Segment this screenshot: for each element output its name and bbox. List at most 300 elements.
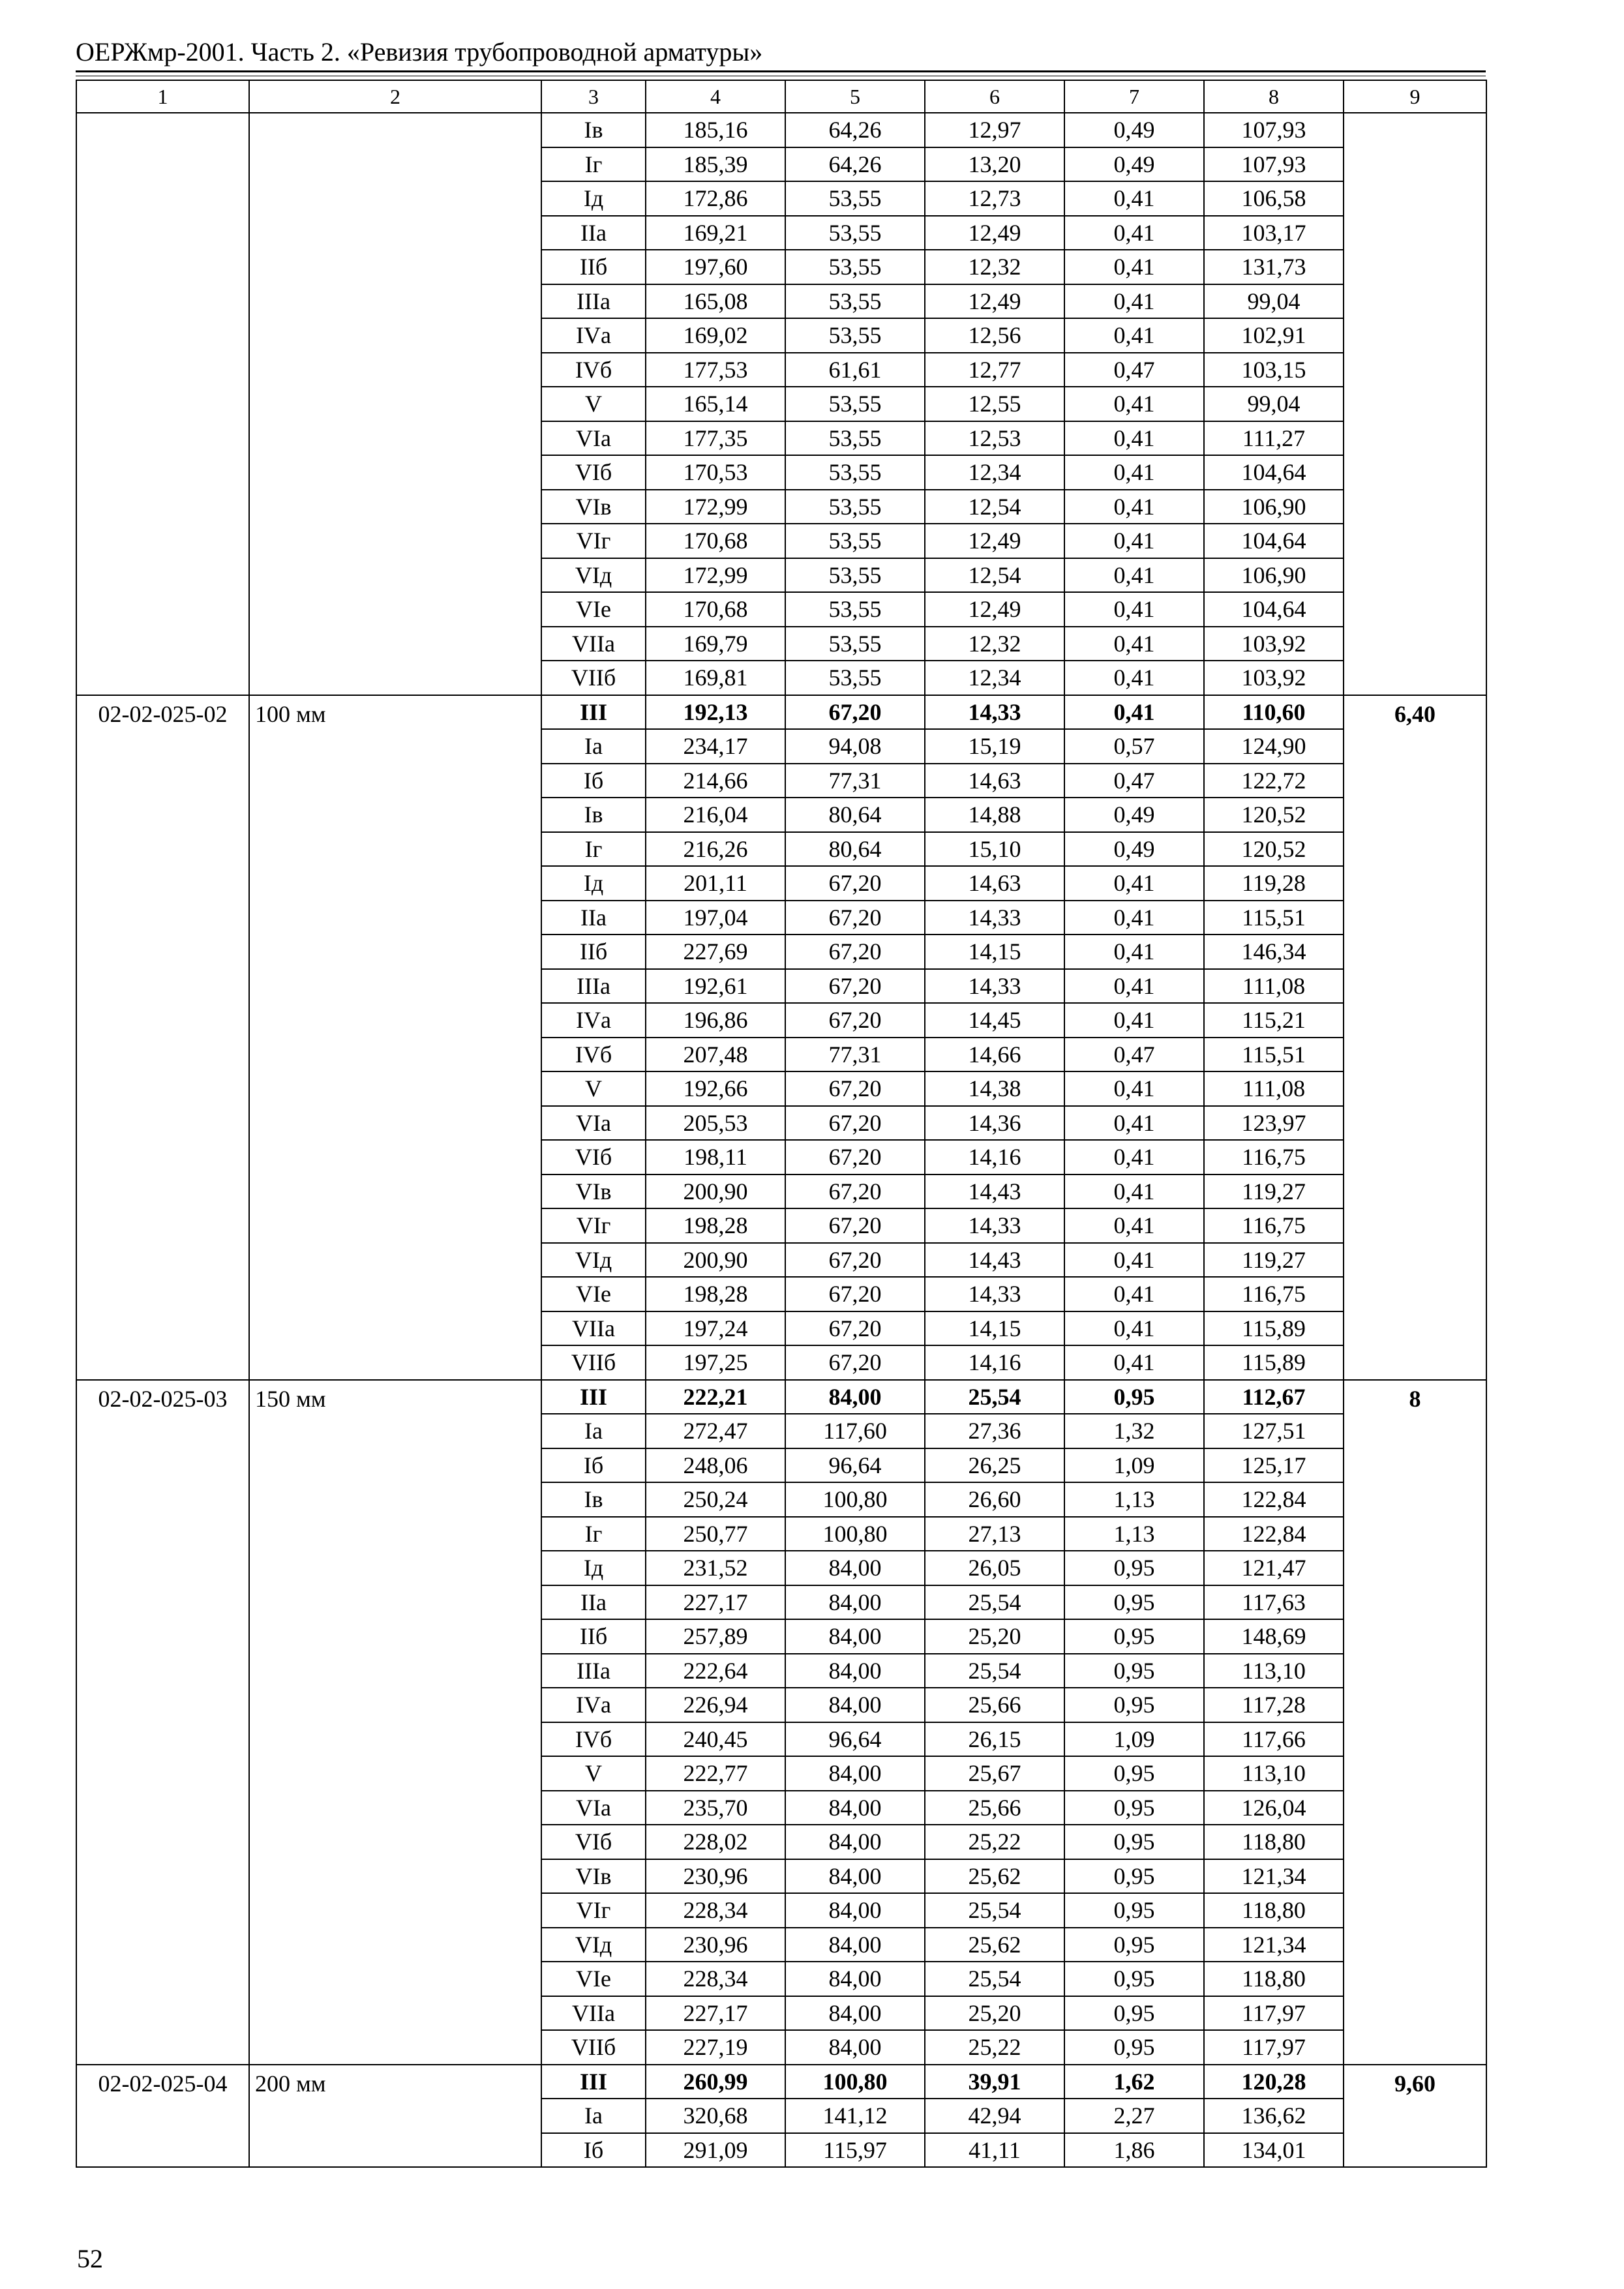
value-cell-col8: 122,84	[1204, 1482, 1344, 1517]
value-cell-col6: 25,20	[925, 1619, 1064, 1654]
value-cell-col4: 230,96	[646, 1859, 785, 1894]
value-cell-col6: 14,15	[925, 1311, 1064, 1346]
zone-cell: VIв	[541, 1859, 646, 1894]
value-cell-col7: 0,49	[1064, 113, 1204, 147]
column-number-9: 9	[1344, 80, 1486, 113]
value-cell-col4: 197,60	[646, 250, 785, 284]
table-row	[76, 113, 1486, 147]
value-cell-col5: 53,55	[785, 250, 925, 284]
value-cell-col6: 12,77	[925, 353, 1064, 387]
col9-value-cell	[1344, 113, 1486, 695]
value-cell-col7: 0,95	[1064, 1893, 1204, 1928]
value-cell-col8: 136,62	[1204, 2099, 1344, 2133]
page-number: 52	[77, 2244, 103, 2273]
value-cell-col6: 12,32	[925, 250, 1064, 284]
value-cell-col4: 169,02	[646, 318, 785, 353]
value-cell-col8: 119,28	[1204, 866, 1344, 901]
value-cell-col8: 111,08	[1204, 1071, 1344, 1106]
value-cell-col5: 64,26	[785, 147, 925, 182]
table-row	[76, 695, 1486, 730]
zone-cell: IIIа	[541, 284, 646, 319]
value-cell-col7: 0,41	[1064, 490, 1204, 524]
rates-table	[76, 80, 1487, 2168]
value-cell-col8: 112,67	[1204, 1380, 1344, 1414]
zone-cell: VIа	[541, 1106, 646, 1141]
value-cell-col5: 84,00	[785, 1688, 925, 1722]
value-cell-col7: 0,41	[1064, 661, 1204, 695]
value-cell-col5: 84,00	[785, 1585, 925, 1620]
value-cell-col7: 0,95	[1064, 1996, 1204, 2031]
value-cell-col8: 124,90	[1204, 729, 1344, 764]
value-cell-col5: 67,20	[785, 1174, 925, 1209]
value-cell-col7: 0,95	[1064, 1756, 1204, 1791]
value-cell-col5: 67,20	[785, 1208, 925, 1243]
value-cell-col5: 84,00	[785, 1859, 925, 1894]
value-cell-col5: 141,12	[785, 2099, 925, 2133]
value-cell-col4: 250,77	[646, 1517, 785, 1551]
value-cell-col5: 53,55	[785, 284, 925, 319]
value-cell-col7: 0,95	[1064, 1380, 1204, 1414]
value-cell-col8: 148,69	[1204, 1619, 1344, 1654]
value-cell-col4: 222,64	[646, 1654, 785, 1688]
value-cell-col8: 123,97	[1204, 1106, 1344, 1141]
zone-cell: Iв	[541, 1482, 646, 1517]
value-cell-col6: 14,45	[925, 1003, 1064, 1038]
value-cell-col7: 0,95	[1064, 1688, 1204, 1722]
item-code-cell: 02-02-025-02	[76, 695, 249, 1380]
value-cell-col5: 64,26	[785, 113, 925, 147]
value-cell-col5: 100,80	[785, 1517, 925, 1551]
value-cell-col4: 248,06	[646, 1448, 785, 1483]
value-cell-col8: 146,34	[1204, 935, 1344, 969]
value-cell-col7: 0,95	[1064, 1585, 1204, 1620]
value-cell-col5: 53,55	[785, 387, 925, 421]
value-cell-col6: 14,88	[925, 798, 1064, 832]
zone-cell: IIIа	[541, 1654, 646, 1688]
value-cell-col4: 172,99	[646, 558, 785, 593]
value-cell-col7: 0,41	[1064, 318, 1204, 353]
value-cell-col6: 12,53	[925, 421, 1064, 456]
col9-value-cell: 6,40	[1344, 695, 1486, 1380]
zone-cell: IIб	[541, 250, 646, 284]
value-cell-col4: 169,79	[646, 627, 785, 661]
value-cell-col4: 192,61	[646, 969, 785, 1004]
value-cell-col8: 110,60	[1204, 695, 1344, 730]
value-cell-col5: 84,00	[785, 1756, 925, 1791]
value-cell-col5: 67,20	[785, 1243, 925, 1278]
value-cell-col8: 116,75	[1204, 1140, 1344, 1174]
column-number-6: 6	[925, 80, 1064, 113]
value-cell-col7: 1,09	[1064, 1448, 1204, 1483]
value-cell-col8: 120,52	[1204, 798, 1344, 832]
value-cell-col5: 84,00	[785, 1619, 925, 1654]
value-cell-col4: 291,09	[646, 2133, 785, 2168]
value-cell-col7: 0,41	[1064, 455, 1204, 490]
value-cell-col5: 53,55	[785, 318, 925, 353]
zone-cell: Iв	[541, 113, 646, 147]
value-cell-col5: 84,00	[785, 2030, 925, 2065]
value-cell-col8: 122,84	[1204, 1517, 1344, 1551]
value-cell-col5: 53,55	[785, 216, 925, 250]
value-cell-col6: 12,55	[925, 387, 1064, 421]
value-cell-col8: 116,75	[1204, 1277, 1344, 1311]
value-cell-col6: 14,33	[925, 969, 1064, 1004]
value-cell-col8: 117,66	[1204, 1722, 1344, 1757]
value-cell-col7: 0,95	[1064, 1791, 1204, 1825]
value-cell-col4: 201,11	[646, 866, 785, 901]
value-cell-col7: 0,41	[1064, 1243, 1204, 1278]
zone-cell: Iб	[541, 1448, 646, 1483]
value-cell-col6: 26,60	[925, 1482, 1064, 1517]
value-cell-col6: 14,16	[925, 1345, 1064, 1380]
zone-cell: IIа	[541, 216, 646, 250]
value-cell-col4: 170,53	[646, 455, 785, 490]
value-cell-col7: 0,95	[1064, 1619, 1204, 1654]
value-cell-col8: 103,15	[1204, 353, 1344, 387]
zone-cell: VIIа	[541, 1996, 646, 2031]
value-cell-col4: 320,68	[646, 2099, 785, 2133]
value-cell-col4: 165,14	[646, 387, 785, 421]
value-cell-col6: 12,73	[925, 181, 1064, 216]
value-cell-col6: 14,16	[925, 1140, 1064, 1174]
value-cell-col8: 103,17	[1204, 216, 1344, 250]
value-cell-col7: 0,41	[1064, 524, 1204, 558]
value-cell-col6: 25,54	[925, 1893, 1064, 1928]
value-cell-col8: 106,58	[1204, 181, 1344, 216]
zone-cell: VIд	[541, 1243, 646, 1278]
value-cell-col7: 1,13	[1064, 1482, 1204, 1517]
zone-cell: IVб	[541, 1038, 646, 1072]
value-cell-col4: 170,68	[646, 592, 785, 627]
value-cell-col8: 118,80	[1204, 1825, 1344, 1859]
value-cell-col5: 67,20	[785, 1277, 925, 1311]
value-cell-col6: 12,54	[925, 558, 1064, 593]
value-cell-col5: 96,64	[785, 1448, 925, 1483]
value-cell-col5: 77,31	[785, 764, 925, 798]
zone-cell: Iг	[541, 147, 646, 182]
zone-cell: III	[541, 2065, 646, 2099]
value-cell-col5: 67,20	[785, 1140, 925, 1174]
page-header-title: ОЕРЖмр-2001. Часть 2. «Ревизия трубопроводной арматуры»	[76, 37, 763, 67]
value-cell-col5: 67,20	[785, 935, 925, 969]
value-cell-col5: 84,00	[785, 1791, 925, 1825]
value-cell-col7: 0,41	[1064, 1003, 1204, 1038]
value-cell-col7: 0,41	[1064, 284, 1204, 319]
value-cell-col6: 39,91	[925, 2065, 1064, 2099]
value-cell-col5: 53,55	[785, 421, 925, 456]
value-cell-col5: 84,00	[785, 1962, 925, 1996]
value-cell-col4: 165,08	[646, 284, 785, 319]
zone-cell: VIа	[541, 421, 646, 456]
value-cell-col7: 1,32	[1064, 1414, 1204, 1448]
value-cell-col6: 12,32	[925, 627, 1064, 661]
value-cell-col8: 118,80	[1204, 1962, 1344, 1996]
value-cell-col6: 25,67	[925, 1756, 1064, 1791]
zone-cell: VIг	[541, 1208, 646, 1243]
value-cell-col6: 12,49	[925, 284, 1064, 319]
value-cell-col7: 0,95	[1064, 2030, 1204, 2065]
value-cell-col6: 14,63	[925, 764, 1064, 798]
value-cell-col8: 125,17	[1204, 1448, 1344, 1483]
value-cell-col7: 0,95	[1064, 1859, 1204, 1894]
value-cell-col4: 257,89	[646, 1619, 785, 1654]
value-cell-col4: 198,28	[646, 1277, 785, 1311]
value-cell-col5: 67,20	[785, 695, 925, 730]
value-cell-col8: 121,34	[1204, 1859, 1344, 1894]
value-cell-col7: 0,41	[1064, 1277, 1204, 1311]
col9-value-cell: 9,60	[1344, 2065, 1486, 2168]
value-cell-col7: 0,49	[1064, 798, 1204, 832]
value-cell-col5: 53,55	[785, 455, 925, 490]
value-cell-col4: 231,52	[646, 1551, 785, 1585]
value-cell-col4: 192,13	[646, 695, 785, 730]
value-cell-col7: 0,41	[1064, 901, 1204, 935]
value-cell-col6: 26,05	[925, 1551, 1064, 1585]
value-cell-col6: 25,54	[925, 1585, 1064, 1620]
value-cell-col4: 227,17	[646, 1585, 785, 1620]
zone-cell: Iд	[541, 866, 646, 901]
value-cell-col8: 107,93	[1204, 113, 1344, 147]
value-cell-col4: 227,69	[646, 935, 785, 969]
zone-cell: IIб	[541, 935, 646, 969]
value-cell-col4: 197,04	[646, 901, 785, 935]
value-cell-col7: 1,86	[1064, 2133, 1204, 2168]
value-cell-col5: 67,20	[785, 1345, 925, 1380]
value-cell-col6: 14,63	[925, 866, 1064, 901]
value-cell-col6: 12,49	[925, 592, 1064, 627]
value-cell-col4: 222,77	[646, 1756, 785, 1791]
value-cell-col5: 53,55	[785, 181, 925, 216]
column-number-2: 2	[249, 80, 541, 113]
value-cell-col5: 53,55	[785, 592, 925, 627]
value-cell-col4: 214,66	[646, 764, 785, 798]
value-cell-col5: 115,97	[785, 2133, 925, 2168]
value-cell-col4: 200,90	[646, 1243, 785, 1278]
value-cell-col5: 53,55	[785, 490, 925, 524]
value-cell-col6: 25,20	[925, 1996, 1064, 2031]
value-cell-col8: 107,93	[1204, 147, 1344, 182]
value-cell-col8: 121,34	[1204, 1928, 1344, 1962]
value-cell-col5: 100,80	[785, 1482, 925, 1517]
value-cell-col6: 15,19	[925, 729, 1064, 764]
value-cell-col4: 196,86	[646, 1003, 785, 1038]
value-cell-col7: 0,47	[1064, 764, 1204, 798]
value-cell-col7: 0,95	[1064, 1551, 1204, 1585]
value-cell-col6: 12,56	[925, 318, 1064, 353]
value-cell-col4: 250,24	[646, 1482, 785, 1517]
value-cell-col8: 117,63	[1204, 1585, 1344, 1620]
value-cell-col7: 0,95	[1064, 1825, 1204, 1859]
value-cell-col8: 104,64	[1204, 524, 1344, 558]
value-cell-col7: 0,41	[1064, 250, 1204, 284]
zone-cell: IVа	[541, 318, 646, 353]
value-cell-col7: 0,41	[1064, 421, 1204, 456]
value-cell-col4: 172,86	[646, 181, 785, 216]
value-cell-col5: 84,00	[785, 1996, 925, 2031]
value-cell-col6: 14,66	[925, 1038, 1064, 1072]
zone-cell: Iв	[541, 798, 646, 832]
value-cell-col8: 120,28	[1204, 2065, 1344, 2099]
value-cell-col4: 172,99	[646, 490, 785, 524]
value-cell-col4: 235,70	[646, 1791, 785, 1825]
value-cell-col4: 227,17	[646, 1996, 785, 2031]
value-cell-col4: 228,02	[646, 1825, 785, 1859]
value-cell-col7: 0,41	[1064, 1106, 1204, 1141]
value-cell-col7: 0,49	[1064, 147, 1204, 182]
value-cell-col6: 25,22	[925, 1825, 1064, 1859]
zone-cell: VIб	[541, 1140, 646, 1174]
zone-cell: Iг	[541, 832, 646, 867]
zone-cell: IVа	[541, 1003, 646, 1038]
value-cell-col4: 185,39	[646, 147, 785, 182]
value-cell-col4: 198,11	[646, 1140, 785, 1174]
value-cell-col6: 14,36	[925, 1106, 1064, 1141]
column-number-7: 7	[1064, 80, 1204, 113]
zone-cell: VIб	[541, 455, 646, 490]
zone-cell: Iг	[541, 1517, 646, 1551]
value-cell-col8: 111,27	[1204, 421, 1344, 456]
value-cell-col4: 169,21	[646, 216, 785, 250]
zone-cell: Iб	[541, 764, 646, 798]
value-cell-col6: 25,66	[925, 1791, 1064, 1825]
value-cell-col4: 240,45	[646, 1722, 785, 1757]
zone-cell: Iа	[541, 2099, 646, 2133]
value-cell-col8: 115,51	[1204, 1038, 1344, 1072]
value-cell-col8: 126,04	[1204, 1791, 1344, 1825]
zone-cell: III	[541, 695, 646, 730]
value-cell-col5: 84,00	[785, 1551, 925, 1585]
value-cell-col7: 0,41	[1064, 1174, 1204, 1209]
value-cell-col6: 14,15	[925, 935, 1064, 969]
value-cell-col5: 53,55	[785, 661, 925, 695]
value-cell-col4: 185,16	[646, 113, 785, 147]
value-cell-col7: 0,49	[1064, 832, 1204, 867]
value-cell-col4: 170,68	[646, 524, 785, 558]
zone-cell: VIд	[541, 1928, 646, 1962]
value-cell-col6: 42,94	[925, 2099, 1064, 2133]
zone-cell: VIIб	[541, 2030, 646, 2065]
value-cell-col7: 0,95	[1064, 1654, 1204, 1688]
value-cell-col5: 77,31	[785, 1038, 925, 1072]
header-rule	[76, 70, 1486, 72]
value-cell-col5: 84,00	[785, 1654, 925, 1688]
rates-table-container	[76, 80, 1486, 2168]
value-cell-col6: 25,62	[925, 1928, 1064, 1962]
value-cell-col8: 127,51	[1204, 1414, 1344, 1448]
value-cell-col8: 115,89	[1204, 1311, 1344, 1346]
zone-cell: IVа	[541, 1688, 646, 1722]
value-cell-col4: 216,04	[646, 798, 785, 832]
value-cell-col8: 131,73	[1204, 250, 1344, 284]
value-cell-col6: 14,33	[925, 695, 1064, 730]
value-cell-col4: 198,28	[646, 1208, 785, 1243]
value-cell-col7: 0,41	[1064, 592, 1204, 627]
value-cell-col7: 0,41	[1064, 1140, 1204, 1174]
value-cell-col8: 120,52	[1204, 832, 1344, 867]
value-cell-col4: 205,53	[646, 1106, 785, 1141]
value-cell-col4: 227,19	[646, 2030, 785, 2065]
value-cell-col8: 117,97	[1204, 2030, 1344, 2065]
value-cell-col7: 0,47	[1064, 1038, 1204, 1072]
value-cell-col7: 0,95	[1064, 1962, 1204, 1996]
value-cell-col6: 14,43	[925, 1174, 1064, 1209]
value-cell-col4: 192,66	[646, 1071, 785, 1106]
value-cell-col8: 99,04	[1204, 387, 1344, 421]
value-cell-col8: 115,89	[1204, 1345, 1344, 1380]
zone-cell: VIд	[541, 558, 646, 593]
value-cell-col6: 25,66	[925, 1688, 1064, 1722]
value-cell-col6: 12,97	[925, 113, 1064, 147]
zone-cell: VIе	[541, 1962, 646, 1996]
value-cell-col8: 104,64	[1204, 592, 1344, 627]
value-cell-col4: 169,81	[646, 661, 785, 695]
value-cell-col8: 115,51	[1204, 901, 1344, 935]
zone-cell: VIIб	[541, 661, 646, 695]
zone-cell: IIа	[541, 901, 646, 935]
value-cell-col6: 25,22	[925, 2030, 1064, 2065]
value-cell-col8: 99,04	[1204, 284, 1344, 319]
value-cell-col7: 0,41	[1064, 181, 1204, 216]
value-cell-col7: 0,41	[1064, 627, 1204, 661]
zone-cell: VIIб	[541, 1345, 646, 1380]
value-cell-col5: 84,00	[785, 1825, 925, 1859]
value-cell-col6: 25,54	[925, 1654, 1064, 1688]
value-cell-col7: 0,41	[1064, 1208, 1204, 1243]
value-cell-col6: 25,54	[925, 1962, 1064, 1996]
zone-cell: Iд	[541, 181, 646, 216]
value-cell-col6: 27,36	[925, 1414, 1064, 1448]
column-number-5: 5	[785, 80, 925, 113]
value-cell-col4: 216,26	[646, 832, 785, 867]
rates-table-body	[76, 113, 1486, 2167]
value-cell-col5: 80,64	[785, 798, 925, 832]
value-cell-col7: 0,41	[1064, 695, 1204, 730]
value-cell-col6: 14,33	[925, 1208, 1064, 1243]
item-name-cell: 150 мм	[249, 1380, 541, 2065]
value-cell-col8: 102,91	[1204, 318, 1344, 353]
zone-cell: V	[541, 1756, 646, 1791]
value-cell-col8: 122,72	[1204, 764, 1344, 798]
value-cell-col5: 117,60	[785, 1414, 925, 1448]
value-cell-col5: 61,61	[785, 353, 925, 387]
value-cell-col6: 14,38	[925, 1071, 1064, 1106]
value-cell-col8: 118,80	[1204, 1893, 1344, 1928]
column-number-1: 1	[76, 80, 249, 113]
zone-cell: Iа	[541, 1414, 646, 1448]
zone-cell: Iб	[541, 2133, 646, 2168]
column-number-row	[76, 80, 1486, 113]
value-cell-col8: 106,90	[1204, 558, 1344, 593]
zone-cell: Iд	[541, 1551, 646, 1585]
value-cell-col8: 111,08	[1204, 969, 1344, 1004]
column-number-8: 8	[1204, 80, 1344, 113]
value-cell-col4: 230,96	[646, 1928, 785, 1962]
value-cell-col7: 0,41	[1064, 1071, 1204, 1106]
zone-cell: Iа	[541, 729, 646, 764]
value-cell-col8: 106,90	[1204, 490, 1344, 524]
value-cell-col6: 12,49	[925, 216, 1064, 250]
value-cell-col7: 0,41	[1064, 387, 1204, 421]
value-cell-col7: 0,41	[1064, 969, 1204, 1004]
zone-cell: VIб	[541, 1825, 646, 1859]
value-cell-col6: 15,10	[925, 832, 1064, 867]
value-cell-col6: 25,62	[925, 1859, 1064, 1894]
table-row	[76, 1380, 1486, 1414]
value-cell-col6: 12,54	[925, 490, 1064, 524]
value-cell-col4: 177,53	[646, 353, 785, 387]
value-cell-col4: 226,94	[646, 1688, 785, 1722]
value-cell-col5: 53,55	[785, 558, 925, 593]
